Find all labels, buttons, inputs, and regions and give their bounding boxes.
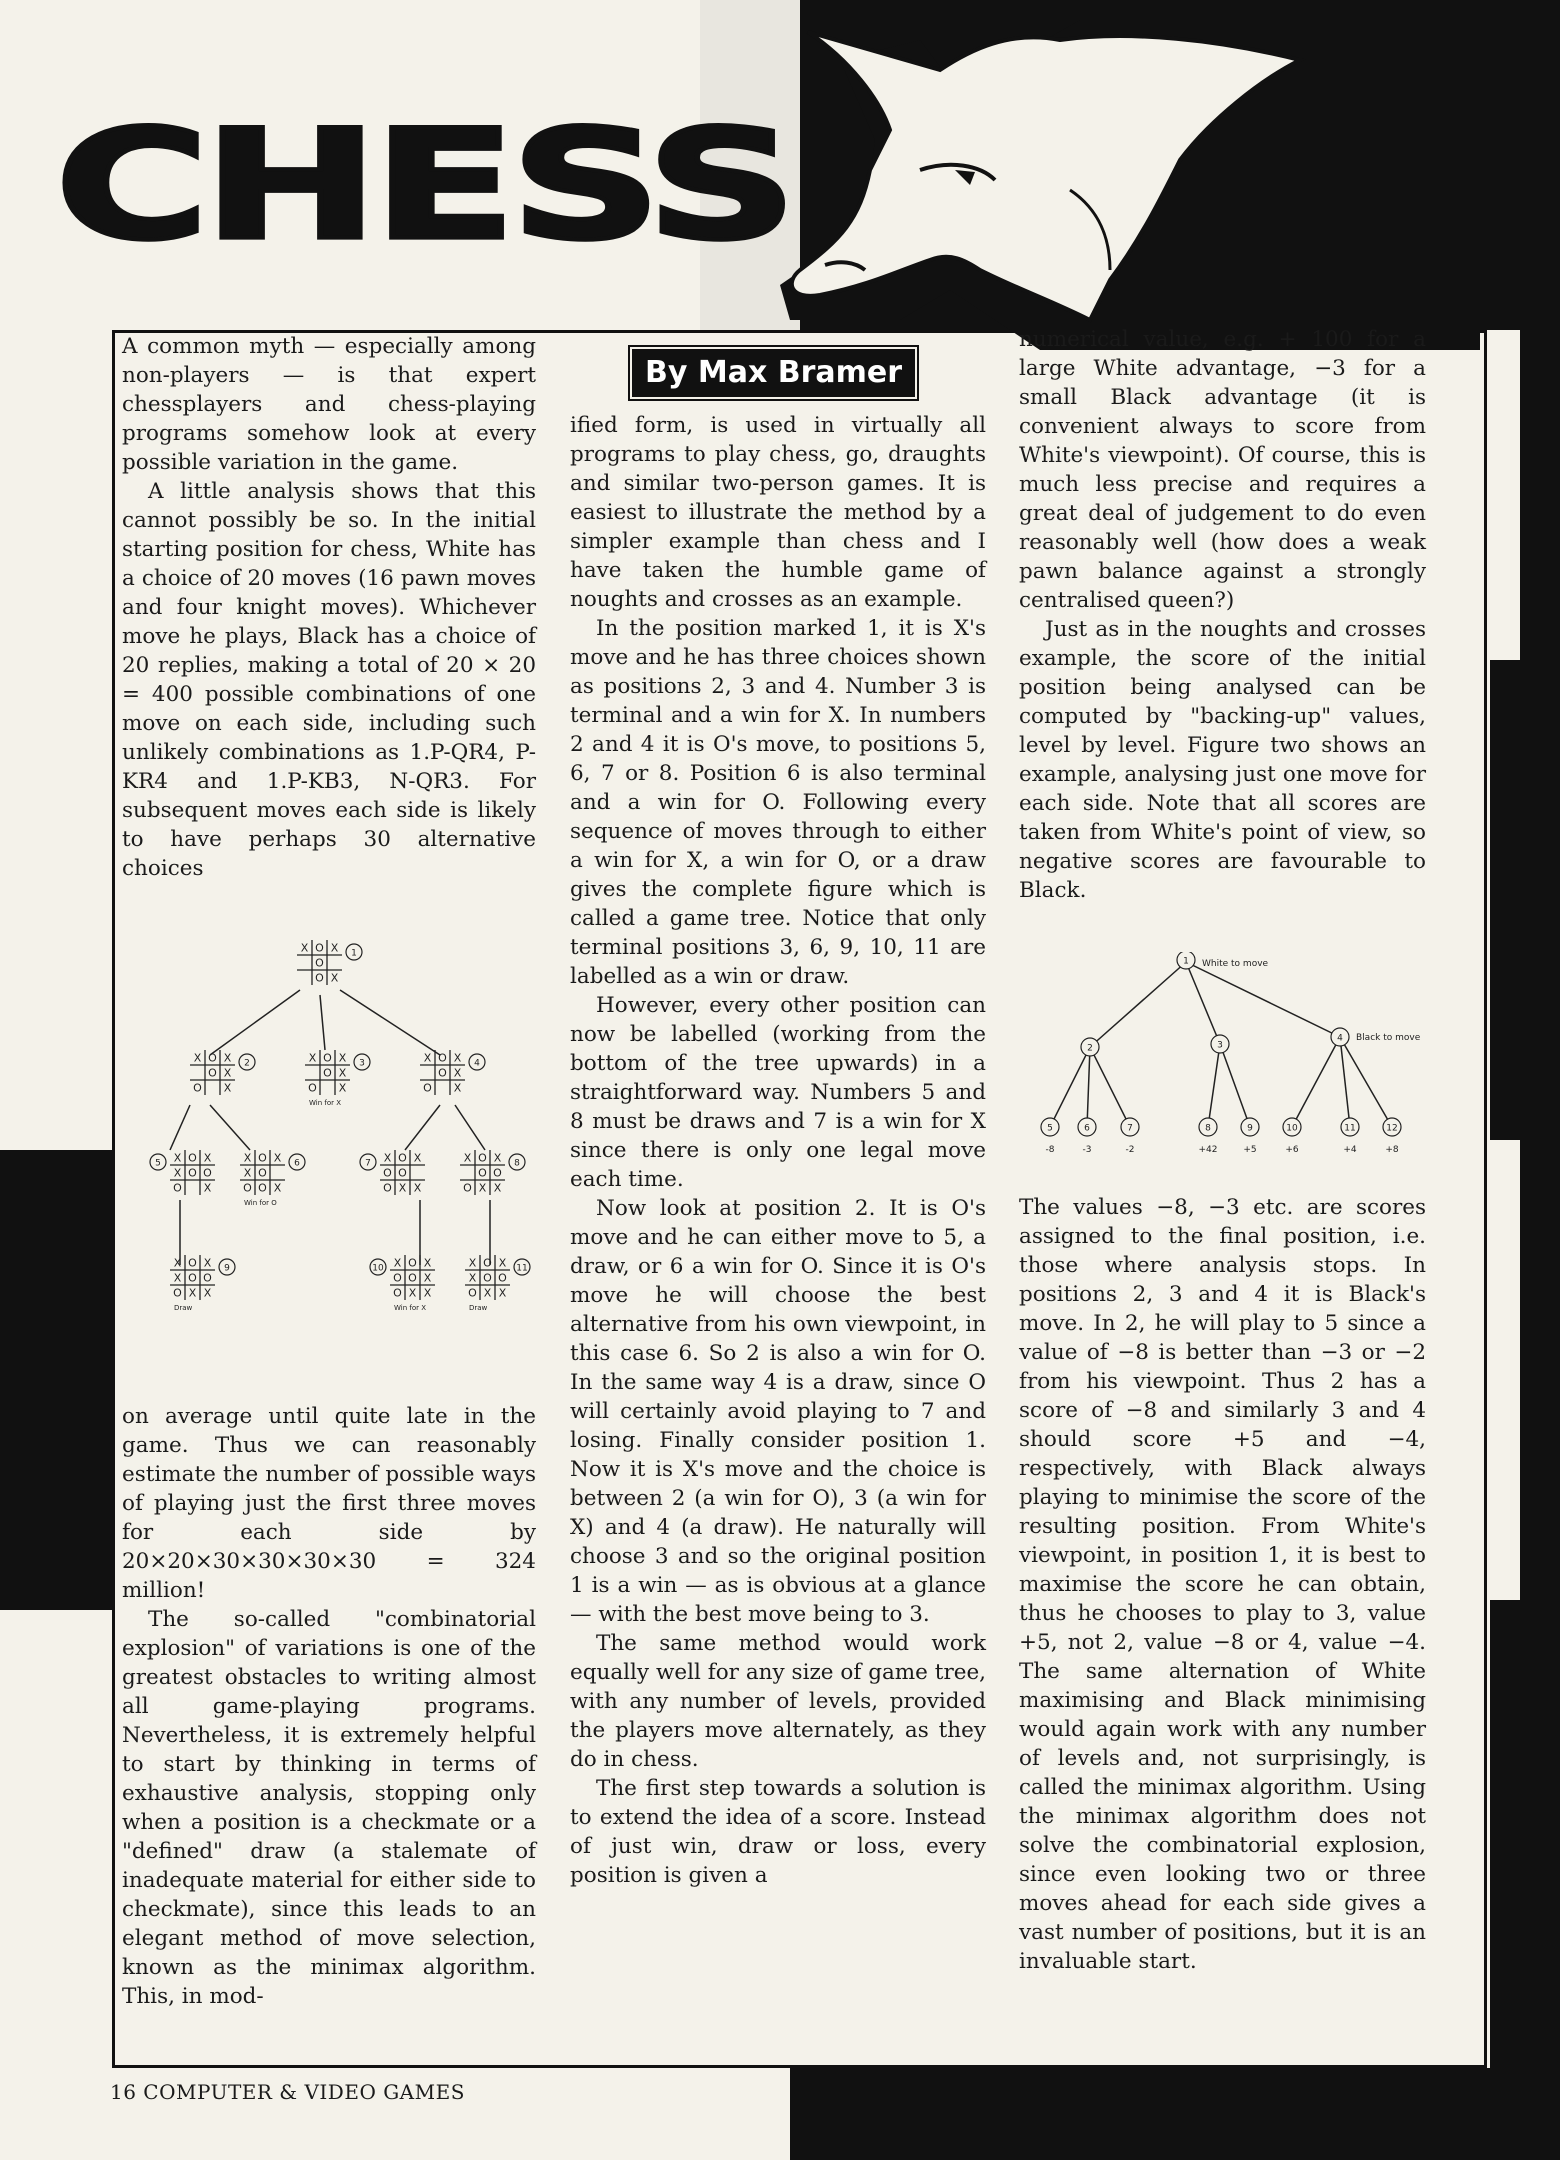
board-mark: X: [413, 1181, 422, 1195]
tree-node-label: 9: [1247, 1123, 1253, 1134]
paragraph: The same method would work equally well for any size of game tree, with any number of levels, provided the players move alternately, as they do in chess.: [570, 1631, 986, 1772]
board-mark: O: [188, 1256, 197, 1270]
board-mark: O: [173, 1286, 182, 1300]
board-mark: X: [423, 1256, 432, 1270]
board-mark: X: [203, 1286, 212, 1300]
node-label: 11: [516, 1263, 528, 1274]
board-mark: X: [300, 941, 309, 955]
board-mark: X: [243, 1166, 252, 1180]
board-mark: O: [173, 1181, 182, 1195]
board-b4: [420, 1050, 485, 1095]
board-mark: O: [438, 1066, 447, 1080]
board-mark: O: [493, 1166, 502, 1180]
node-label: 10: [372, 1263, 384, 1274]
node-label: 7: [365, 1158, 371, 1169]
page-title: CHESS: [55, 97, 792, 274]
board-mark: X: [223, 1081, 232, 1095]
board-mark: X: [273, 1181, 282, 1195]
board-mark: O: [478, 1166, 487, 1180]
board-mark: X: [203, 1256, 212, 1270]
board-mark: X: [483, 1286, 492, 1300]
tree-node-label: 7: [1127, 1123, 1133, 1134]
board-caption: Win for X: [394, 1304, 427, 1312]
board-mark: X: [338, 1066, 347, 1080]
board-caption: Draw: [174, 1304, 193, 1312]
board-mark: X: [173, 1166, 182, 1180]
paragraph: ified form, is used in virtually all programs to play chess, go, draughts and similar two-person games. It is easiest to illustrate the method by a simpler example than chess and I have taken the humble game of noughts and crosses as an example.: [570, 413, 986, 612]
node-label: 9: [224, 1263, 230, 1274]
board-mark: O: [323, 1066, 332, 1080]
game-tree-figure: [140, 935, 540, 1335]
paragraph: The first step towards a solution is to extend the idea of a score. Instead of just win, draw or loss, every position is given a: [570, 1776, 986, 1888]
board-mark: X: [463, 1151, 472, 1165]
tree-node-label: 1: [1183, 956, 1189, 967]
tree-node-label: 5: [1047, 1123, 1053, 1134]
leaf-value: +5: [1243, 1145, 1257, 1155]
white-to-move-label: White to move: [1202, 959, 1269, 969]
paragraph: A common myth — especially among non-players — is that expert chessplayers and chess-playing programs somehow look at every possible variation in the game.: [122, 334, 536, 475]
leaf-value: +6: [1285, 1145, 1299, 1155]
board-mark: O: [315, 956, 324, 970]
paragraph: However, every other position can now be labelled (working from the bottom of the tree upwards) in a straightforward way. Numbers 5 and 8 must be draws and 7 is a win for X since there is only one legal move each time.: [570, 993, 986, 1192]
board-b8: [460, 1150, 525, 1195]
node-label: 2: [244, 1058, 250, 1069]
board-mark: O: [498, 1271, 507, 1285]
board-mark: O: [393, 1286, 402, 1300]
board-mark: O: [408, 1256, 417, 1270]
board-mark: O: [478, 1151, 487, 1165]
board-mark: X: [493, 1181, 502, 1195]
column-2: [570, 411, 986, 1890]
board-mark: X: [330, 941, 339, 955]
tree-lines: [170, 990, 490, 1265]
board-b2: [190, 1050, 255, 1095]
board-mark: X: [453, 1051, 462, 1065]
board-b6: [240, 1150, 305, 1207]
paragraph: In the position marked 1, it is X's move and he has three choices shown as positions 2, 3 and 4. Number 3 is terminal and a win for X. In numbers 2 and 4 it is O's move, to positions 5, 6, 7 or 8. Position 6 is also terminal and a win for O. Following every sequence of moves through to either a win for X, a win for O, or a draw gives the complete figure which is called a game tree. Notice that only terminal positions 3, 6, 9, 10, 11 are labelled as a win or draw.: [570, 616, 986, 989]
board-mark: O: [188, 1166, 197, 1180]
tree-node-label: 10: [1286, 1123, 1298, 1134]
board-mark: O: [203, 1166, 212, 1180]
board-mark: X: [493, 1151, 502, 1165]
board-mark: X: [468, 1271, 477, 1285]
board-caption: Win for O: [244, 1199, 277, 1207]
board-b7: [360, 1150, 425, 1195]
board-mark: O: [423, 1081, 432, 1095]
tree-node-label: 11: [1344, 1123, 1356, 1134]
paragraph: The values −8, −3 etc. are scores assigned to the final position, i.e. those where analysis stops. In positions 2, 3 and 4 it is Black's move. In 2, he will play to 5 since a value of −8 is better than −3 or −2 from his viewpoint. Thus 2 has a score of −8 and similarly 3 and 4 should score +5 and −4, respectively, with Black always playing to minimise the score of the resulting position. From White's viewpoint, in position 1, it is best to maximise the score he can obtain, thus he chooses to play to 3, value +5, not 2, value −8 or 4, value −4. The same alternation of White maximising and Black minimising would again work with any number of levels and, not surprisingly, is called the minimax algorithm. Using the minimax algorithm does not solve the combinatorial explosion, since even looking two or three moves ahead for each side gives a vast number of positions, but it is an invaluable start.: [1019, 1195, 1426, 1974]
board-mark: O: [243, 1181, 252, 1195]
knight-horse-illustration: [780, 20, 1480, 350]
board-mark: X: [193, 1051, 202, 1065]
board-mark: O: [408, 1271, 417, 1285]
leaf-value: +4: [1343, 1145, 1357, 1155]
board-b9: [170, 1255, 235, 1312]
board-mark: O: [398, 1166, 407, 1180]
leaf-value: -2: [1125, 1145, 1135, 1155]
bg-block-left-mid: [0, 1150, 115, 1610]
board-mark: X: [498, 1286, 507, 1300]
node-label: 1: [351, 948, 357, 959]
board-mark: X: [478, 1181, 487, 1195]
tree-node-label: 4: [1337, 1033, 1343, 1044]
column-1-top: [122, 332, 536, 883]
board-mark: O: [258, 1181, 267, 1195]
board-mark: O: [383, 1166, 392, 1180]
tree-node-label: 12: [1386, 1123, 1398, 1134]
node-label: 3: [359, 1058, 365, 1069]
paragraph: Just as in the noughts and crosses example, the score of the initial position being analysed can be computed by "backing-up" values, level by level. Figure two shows an example, analysing just one move for each side. Note that all scores are taken from White's point of view, so negative scores are favourable to Black.: [1019, 617, 1426, 903]
column-1-bottom: [122, 1402, 536, 2011]
board-mark: O: [483, 1271, 492, 1285]
board-mark: X: [338, 1081, 347, 1095]
board-mark: X: [338, 1051, 347, 1065]
column-3-top: [1019, 325, 1426, 905]
board-mark: O: [463, 1181, 472, 1195]
board-mark: X: [423, 1271, 432, 1285]
leaf-value: -8: [1045, 1145, 1055, 1155]
board-mark: O: [398, 1151, 407, 1165]
board-mark: X: [423, 1286, 432, 1300]
board-mark: X: [188, 1286, 197, 1300]
tree-node-label: 3: [1217, 1040, 1223, 1051]
bg-block-right-low: [1490, 1600, 1560, 2080]
board-mark: X: [398, 1181, 407, 1195]
board-mark: X: [453, 1081, 462, 1095]
leaf-value: +8: [1385, 1145, 1399, 1155]
board-mark: X: [273, 1151, 282, 1165]
board-b5: [150, 1150, 215, 1195]
paragraph: numerical value, e.g. + 100 for a large White advantage, −3 for a small Black advantage (it is convenient always to score from White's viewpoint). Of course, this is much less precise and requires a great deal of judgement to do even reasonably well (how does a weak pawn balance against a strongly centralised queen?): [1019, 327, 1426, 613]
board-mark: O: [188, 1271, 197, 1285]
board-mark: X: [498, 1256, 507, 1270]
board-mark: O: [383, 1181, 392, 1195]
tree-node-label: 6: [1084, 1123, 1090, 1134]
board-mark: O: [323, 1051, 332, 1065]
board-mark: O: [188, 1151, 197, 1165]
board-mark: X: [413, 1151, 422, 1165]
board-mark: O: [308, 1081, 317, 1095]
board-mark: O: [203, 1271, 212, 1285]
paragraph: on average until quite late in the game. Thus we can reasonably estimate the number of possible ways of playing just the first three moves for each side by 20×20×30×30×30×30 = 324 million!: [122, 1404, 536, 1603]
page-footer: 16 COMPUTER & VIDEO GAMES: [110, 2080, 465, 2104]
node-label: 8: [514, 1158, 520, 1169]
board-mark: X: [423, 1051, 432, 1065]
board-mark: X: [453, 1066, 462, 1080]
paragraph: A little analysis shows that this cannot possibly be so. In the initial starting position for chess, White has a choice of 20 moves (16 pawn moves and four knight moves). Whichever move he plays, Black has a choice of 20 replies, making a total of 20 × 20 = 400 possible combinations of one move on each side, including such unlikely combinations as 1.P-QR4, P-KR4 and 1.P-KB3, N-QR3. For subsequent moves each side is likely to have perhaps 30 alternative choices: [122, 479, 536, 881]
board-mark: X: [203, 1151, 212, 1165]
board-mark: X: [408, 1286, 417, 1300]
paragraph: Now look at position 2. It is O's move and he can either move to 5, a draw, or 6 a win for O. Since it is O's move he will choose the best alternative from his own viewpoint, in this case 6. So 2 is also a win for O. In the same way 4 is a draw, since O will certainly avoid playing to 7 and losing. Finally consider position 1. Now it is X's move and the choice is between 2 (a win for O), 3 (a win for X) and 4 (a draw). He naturally will choose 3 and so the original position 1 is a win — as is obvious at a glance — with the best move being to 3.: [570, 1196, 986, 1627]
bg-block-bottom-right: [790, 2068, 1560, 2160]
board-caption: Win for X: [309, 1099, 342, 1107]
board-caption: Draw: [469, 1304, 488, 1312]
board-mark: O: [208, 1051, 217, 1065]
leaf-value: -3: [1082, 1145, 1092, 1155]
bg-block-top-right: [1490, 0, 1560, 330]
board-mark: O: [315, 971, 324, 985]
board-mark: X: [393, 1256, 402, 1270]
board-mark: O: [258, 1151, 267, 1165]
board-mark: O: [258, 1166, 267, 1180]
board-mark: X: [243, 1151, 252, 1165]
paragraph: The so-called "combinatorial explosion" of variations is one of the greatest obstacles to writing almost all game-playing programs. Nevertheless, it is extremely helpful to start by thinking in terms of exhaustive analysis, stopping only when a position is a checkmate or a "defined" draw (a stalemate of inadequate material for either side to checkmate), since this leads to an elegant method of move selection, known as the minimax algorithm. This, in mod-: [122, 1607, 536, 2009]
board-mark: O: [315, 941, 324, 955]
tree-node-label: 8: [1205, 1123, 1211, 1134]
board-mark: X: [173, 1151, 182, 1165]
board-mark: X: [308, 1051, 317, 1065]
leaf-value: +42: [1198, 1145, 1218, 1155]
tree-node-label: 2: [1087, 1043, 1093, 1054]
black-to-move-label: Black to move: [1356, 1033, 1421, 1043]
board-mark: X: [223, 1051, 232, 1065]
node-label: 6: [294, 1158, 300, 1169]
board-b3: [305, 1050, 370, 1107]
board-mark: X: [173, 1256, 182, 1270]
board-mark: X: [173, 1271, 182, 1285]
board-b11: [465, 1255, 530, 1312]
board-mark: X: [468, 1256, 477, 1270]
minimax-nodes: [1041, 952, 1401, 1155]
board-mark: X: [203, 1181, 212, 1195]
board-mark: O: [193, 1081, 202, 1095]
board-mark: X: [330, 971, 339, 985]
board-mark: O: [468, 1286, 477, 1300]
board-mark: X: [383, 1151, 392, 1165]
board-b1: [297, 940, 362, 985]
boards: [150, 940, 530, 1312]
node-label: 4: [474, 1058, 480, 1069]
minimax-tree-figure: [1030, 952, 1450, 1172]
board-mark: O: [438, 1051, 447, 1065]
node-label: 5: [155, 1158, 161, 1169]
board-mark: O: [393, 1271, 402, 1285]
byline: By Max Bramer: [632, 349, 915, 397]
board-mark: O: [483, 1256, 492, 1270]
board-mark: X: [223, 1066, 232, 1080]
board-mark: O: [208, 1066, 217, 1080]
bg-block-right-mid: [1490, 660, 1560, 1140]
column-3-bottom: [1019, 1193, 1426, 1976]
board-b10: [370, 1255, 435, 1312]
